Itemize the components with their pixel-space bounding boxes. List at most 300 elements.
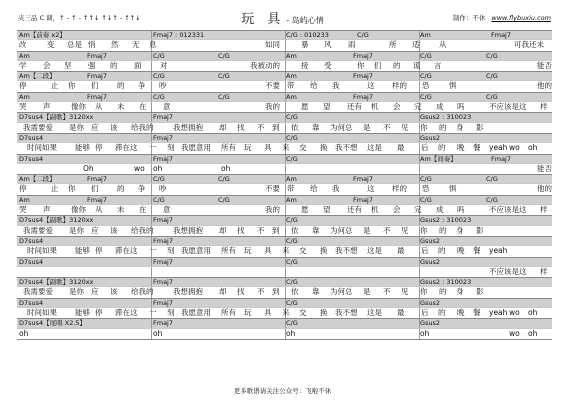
bar-cell — [151, 164, 285, 174]
lyric-text: 我想拥抱 — [173, 287, 203, 297]
bar-cell — [17, 52, 151, 60]
bar-cell — [285, 237, 419, 245]
sheet-block — [17, 154, 552, 175]
chord-label: Am — [286, 195, 297, 204]
lyric-text: 的 — [117, 184, 125, 194]
chord-label: C/G — [486, 51, 498, 60]
chord-row — [17, 319, 552, 327]
lyric-text: 却 — [219, 287, 227, 297]
chord-row — [17, 52, 552, 60]
lyric-text: 你 — [420, 225, 428, 235]
bar-cell — [17, 267, 151, 277]
sheet-block — [17, 215, 552, 236]
chord-label: C/G — [420, 175, 432, 184]
lyric-text: 受 — [324, 60, 332, 70]
lyric-text: 最 — [397, 143, 405, 153]
lyric-text: 暴 — [301, 40, 309, 50]
lyric-text: 我愿意用 — [181, 246, 211, 256]
lyric-text: 止 — [51, 184, 59, 194]
bar-cell — [419, 267, 552, 277]
lyric-text: 学 — [19, 60, 27, 70]
lyric-text: 不应该是这 — [489, 266, 527, 276]
lyric-text: 雨 — [348, 40, 356, 50]
lyric-text: 停 — [19, 184, 27, 194]
bar-cell — [419, 31, 552, 39]
chord-label: Am — [286, 92, 297, 101]
lyric-text: 谎 — [413, 60, 421, 70]
lyric-text: 换 — [320, 308, 328, 318]
lyric-row — [17, 39, 552, 50]
lyric-text: 后 — [421, 246, 429, 256]
chord-row — [17, 134, 552, 142]
chord-label: C/G — [486, 175, 498, 184]
lyric-text: 未 — [117, 102, 125, 112]
bar-cell — [17, 184, 151, 194]
lyric-text: 给我的 — [131, 122, 154, 132]
lyric-text: 止 — [51, 81, 59, 91]
lyric-text: 见 — [401, 287, 409, 297]
lyric-text: 玩 — [244, 308, 252, 318]
chord-label: D7sus4 — [19, 154, 44, 163]
lyric-text: 应 — [91, 122, 99, 132]
chord-label: Fmaj7 — [153, 278, 173, 287]
lyric-text: 悄 — [88, 40, 96, 50]
lyric-text: 们 — [91, 81, 99, 91]
lyric-text: 在 — [139, 205, 147, 215]
lyric-text: 所有 — [221, 143, 236, 153]
lyric-text: 你 — [357, 60, 365, 70]
lyric-text: wo — [134, 163, 145, 173]
lyric-row — [17, 245, 552, 256]
lyric-row — [17, 101, 552, 112]
lyric-text: 声 — [43, 102, 51, 112]
lyric-row — [17, 225, 552, 236]
bar-cell — [17, 61, 151, 71]
lyric-text: 我不想 — [335, 246, 358, 256]
lyric-text: 我需要爱 — [23, 122, 53, 132]
chord-label: C/G — [218, 51, 230, 60]
lyric-text: 争 — [138, 81, 146, 91]
lyric-row — [17, 80, 552, 91]
lyric-text: 我被动的 — [250, 60, 280, 70]
lyric-text: oh — [528, 308, 538, 318]
chord-label: C/G — [286, 278, 298, 287]
lyric-text: 交 — [299, 143, 307, 153]
lyric-text: 该 — [110, 225, 118, 235]
lyric-text: 是你 — [69, 287, 84, 297]
chord-label: Fmaj7 — [87, 175, 107, 184]
footer-note: 更多歌谱请关注公众号：飞啦不休 — [233, 387, 332, 395]
chord-label: Am — [19, 51, 30, 60]
chord-label: Am — [286, 175, 297, 184]
lyric-text: 见 — [401, 122, 409, 132]
lyric-text: 能否 — [537, 163, 552, 173]
chord-label: C/G — [486, 195, 498, 204]
lyric-text: 变 — [47, 40, 55, 50]
lyric-text: 这是 — [367, 143, 382, 153]
lyric-text: 会 — [393, 102, 401, 112]
lyric-text: 玩 — [244, 246, 252, 256]
lyric-text: 像你 — [71, 205, 86, 215]
artist-name: - 岛屿心情 — [286, 16, 324, 25]
lyric-text: oh — [528, 328, 538, 338]
sheet-block — [17, 92, 552, 113]
lyric-row — [17, 122, 552, 133]
lyric-text: 靠 — [312, 287, 320, 297]
lyric-text: 能够 — [75, 308, 90, 318]
chord-label: Fmaj7 — [353, 92, 373, 101]
lyric-text: 我想拥抱 — [173, 122, 203, 132]
chord-label: C/G — [153, 72, 165, 81]
lyric-text: 应 — [91, 287, 99, 297]
lyric-text: 这是 — [367, 308, 382, 318]
lyric-text: 是 — [363, 287, 371, 297]
lyric-text: 改 — [19, 40, 27, 50]
chord-label: C/G — [420, 92, 432, 101]
chord-row — [17, 278, 552, 286]
lyric-text: 为何总 — [330, 225, 353, 235]
lyric-text: 吵 — [159, 81, 167, 91]
lyric-text: 餐 — [473, 143, 481, 153]
lyric-text: 样 — [540, 266, 548, 276]
lyric-text: 在 — [139, 102, 147, 112]
lyric-text: oh — [153, 163, 163, 173]
lyric-text: 应 — [91, 225, 99, 235]
chord-label: C/G — [153, 195, 165, 204]
lyric-text: 风 — [324, 40, 332, 50]
chord-label: C/G — [286, 319, 298, 328]
sheet-header — [0, 0, 565, 30]
chord-label: D7sus4 — [19, 133, 44, 142]
lyric-text: 该 — [110, 287, 118, 297]
lyric-text: 刻 — [167, 246, 175, 256]
lyric-text: 给我的 — [131, 225, 154, 235]
lyric-text: 会 — [43, 60, 51, 70]
lyric-text: 最 — [397, 308, 405, 318]
lyric-text: 最 — [397, 246, 405, 256]
bar-cell — [285, 155, 419, 163]
lyric-text: wo — [509, 308, 520, 318]
chord-row — [17, 216, 552, 224]
chord-label: Am【二段】 — [19, 175, 56, 184]
lyric-text: 吗 — [457, 205, 465, 215]
chord-row — [17, 113, 552, 121]
lyric-text: 成 — [436, 102, 444, 112]
lyric-text: 样 — [540, 102, 548, 112]
sheet-block — [17, 318, 552, 340]
lyric-text: 带 — [287, 184, 295, 194]
lyric-text: 能够 — [75, 246, 90, 256]
chord-label: C/G — [286, 236, 298, 245]
chord-label: Fmaj7 : 012331 — [153, 31, 205, 39]
lyric-text: 接 — [301, 60, 309, 70]
lyric-text: 为何总 — [330, 122, 353, 132]
lyric-text: 给我的 — [131, 287, 154, 297]
chord-label: D7sus4 — [19, 236, 44, 245]
bar-cell — [285, 134, 419, 142]
chord-row — [17, 93, 552, 101]
bar-cell — [285, 299, 419, 307]
chord-label: Fmaj7 — [153, 216, 173, 225]
lyric-text: 晚 — [457, 308, 465, 318]
lyric-text: 无 — [132, 40, 140, 50]
lyric-text: 晚 — [457, 246, 465, 256]
lyric-text: 的 — [439, 225, 447, 235]
lyric-text: 给 — [310, 184, 318, 194]
lyric-text: 我想拥抱 — [173, 225, 203, 235]
lyric-text: 愿 — [301, 205, 309, 215]
lyric-text: 可我还未 — [514, 40, 544, 50]
maker-label: 制作：不休 — [452, 14, 486, 22]
chord-row — [17, 31, 552, 39]
lyric-text: 见 — [401, 225, 409, 235]
lyric-text: 找 — [237, 287, 245, 297]
chord-label: C/G — [420, 51, 432, 60]
lyric-text: 餐 — [473, 246, 481, 256]
lyric-row — [17, 328, 552, 339]
lyric-text: 具 — [264, 246, 272, 256]
lyric-text: 恐 — [422, 184, 430, 194]
lyric-text: 不应该是这 — [489, 102, 527, 112]
lyric-text: 我不想 — [335, 308, 358, 318]
lyric-text: 具 — [264, 143, 272, 153]
sheet-block — [17, 71, 552, 92]
sheet-block — [17, 51, 552, 72]
chord-label: Fmaj7 — [491, 154, 511, 163]
lyric-text: 身 — [456, 225, 464, 235]
lyric-text: 身 — [456, 122, 464, 132]
lyric-text: wo — [509, 143, 520, 153]
chord-label: Gsus2 : 310023 — [420, 216, 472, 225]
lyric-text: 言 — [434, 60, 442, 70]
lyric-text: 不 — [257, 287, 265, 297]
chord-label: Am — [19, 92, 30, 101]
lyric-text: 愿 — [301, 102, 309, 112]
bar-cell — [285, 113, 419, 121]
bar-cell — [151, 329, 285, 339]
lyric-text: 意 — [163, 205, 171, 215]
lyric-text: 望 — [323, 102, 331, 112]
lyric-text: oh — [528, 143, 538, 153]
lyric-text: 样的 — [392, 184, 407, 194]
lyric-text: 不 — [383, 225, 391, 235]
lyric-text: 时间如果 — [27, 143, 57, 153]
chord-label: Fmaj7 — [353, 72, 373, 81]
chord-label: D7sus4【副歌】3120xx — [19, 216, 94, 225]
lyric-text: 面 — [134, 60, 142, 70]
lyric-text: 刻 — [167, 308, 175, 318]
lyric-text: 一 — [149, 246, 157, 256]
bar-cell — [419, 184, 552, 194]
chord-label: Gsus2 : 310023 — [420, 113, 472, 122]
lyric-text: 是 — [363, 225, 371, 235]
lyric-text: 我需要爱 — [23, 225, 53, 235]
bar-cell — [285, 72, 419, 80]
chord-label: C/G — [286, 298, 298, 307]
lyric-row — [17, 307, 552, 318]
chord-row — [17, 155, 552, 163]
chord-label: Gsus2 — [420, 298, 441, 307]
lyric-text: 靠 — [312, 122, 320, 132]
lyric-text: 不要 — [265, 184, 280, 194]
bar-cell — [285, 164, 419, 174]
lyric-text: yeah — [489, 143, 508, 153]
lyric-text: 依 — [291, 287, 299, 297]
lyric-text: 的 — [438, 246, 446, 256]
lyric-text: 停 — [95, 143, 103, 153]
chord-label: Am【二段】 — [19, 72, 56, 81]
chord-label: D7sus4【尾唱 X2.5】 — [19, 319, 87, 328]
lyric-text: 能够 — [75, 143, 90, 153]
lyric-text: 坚 — [64, 60, 72, 70]
bar-cell — [285, 52, 419, 60]
lyric-row — [17, 60, 552, 71]
lyric-text: 靠 — [312, 225, 320, 235]
chord-label: Am — [19, 195, 30, 204]
lyric-text: 适 — [412, 40, 420, 50]
site-link[interactable]: www.flybuxiu.com — [491, 14, 551, 22]
lyric-text: 到 — [272, 225, 280, 235]
lyric-text: 一 — [149, 308, 157, 318]
chord-label: C/G — [420, 195, 432, 204]
lyric-text: 你 — [420, 122, 428, 132]
chord-label: C/G — [218, 92, 230, 101]
lyric-text: yeah — [489, 246, 508, 256]
lyric-text: 们 — [374, 60, 382, 70]
lyric-text: 的 — [393, 60, 401, 70]
bar-cell — [285, 267, 419, 277]
lyric-text: 会 — [393, 205, 401, 215]
sheet-block — [17, 257, 552, 278]
chord-label: Fmaj7 — [87, 92, 107, 101]
lyric-text: 我不想 — [335, 143, 358, 153]
lyric-text: 我 — [332, 81, 340, 91]
lyric-text: 完 — [414, 205, 422, 215]
lyric-text: 对 — [160, 60, 168, 70]
lyric-text: 是你 — [69, 225, 84, 235]
chord-row — [17, 196, 552, 204]
lyric-text: 具 — [264, 308, 272, 318]
lyric-text: 时间如果 — [27, 308, 57, 318]
bar-cell — [17, 93, 151, 101]
bar-cell — [17, 81, 151, 91]
chord-label: Gsus2 : 310023 — [420, 278, 472, 287]
chord-label: Fmaj7 — [87, 195, 107, 204]
lyric-text: 滞在这 — [115, 246, 138, 256]
lyric-text: 从 — [95, 205, 103, 215]
lyric-text: 的 — [110, 60, 118, 70]
lyric-text: 是 — [363, 122, 371, 132]
sheet-block — [17, 174, 552, 195]
chord-label: Gsus2 — [420, 236, 441, 245]
chord-label: Am — [420, 31, 431, 39]
chord-label: Fmaj7 — [153, 319, 173, 328]
chord-label: Fmaj7 — [353, 175, 373, 184]
bar-cell — [419, 164, 552, 174]
chord-label: C/G — [486, 72, 498, 81]
chord-label: D7sus4【副歌】3120xx — [19, 113, 94, 122]
lyric-text: 交 — [299, 308, 307, 318]
chord-label: Fmaj7 — [87, 51, 107, 60]
bar-cell — [285, 329, 419, 339]
lyric-text: 机 — [371, 102, 379, 112]
capo-key-strum: 夹三品 C 调，↑ - ↑ - ↑↑↓ ↑↓↑ - ↑↑↓ — [18, 14, 141, 22]
chord-sheet — [17, 30, 552, 340]
lyric-text: 从 — [439, 40, 447, 50]
lyric-text: 的 — [439, 122, 447, 132]
lyric-text: 却 — [219, 122, 227, 132]
lyric-text: oh — [286, 328, 296, 338]
lyric-text: 还有 — [347, 205, 362, 215]
chord-label: Fmaj7 — [87, 72, 107, 81]
lyric-text: 给 — [310, 81, 318, 91]
lyric-text: Oh — [83, 163, 94, 173]
lyric-text: 我愿意用 — [181, 143, 211, 153]
lyric-text: 换 — [320, 143, 328, 153]
lyric-text: 争 — [138, 184, 146, 194]
sheet-block — [17, 112, 552, 133]
chord-label: C/G — [286, 216, 298, 225]
maker-credit — [453, 13, 551, 22]
chord-label: Gsus2 — [420, 319, 441, 328]
lyric-text: 的 — [117, 81, 125, 91]
lyric-text: 成 — [436, 205, 444, 215]
sheet-block — [17, 236, 552, 257]
lyric-text: 滞在这 — [115, 143, 138, 153]
lyric-text: 我愿意用 — [181, 308, 211, 318]
lyric-text: 惧 — [449, 81, 457, 91]
chord-label: C/G — [153, 175, 165, 184]
lyric-text: 完 — [414, 102, 422, 112]
lyric-text: 能否 — [537, 60, 552, 70]
lyric-text: 玩 — [244, 143, 252, 153]
lyric-text: 他的 — [537, 184, 552, 194]
lyric-text: 你 — [420, 287, 428, 297]
lyric-row — [17, 266, 552, 277]
lyric-text: 哭 — [19, 102, 27, 112]
lyric-text: 影 — [476, 287, 484, 297]
chord-label: D7sus4 — [19, 257, 44, 266]
lyric-text: oh — [19, 328, 29, 338]
chord-label: C/G — [218, 175, 230, 184]
lyric-text: 找 — [237, 122, 245, 132]
lyric-text: 却 — [219, 225, 227, 235]
lyric-text: 带 — [287, 81, 295, 91]
lyric-text: oh — [420, 328, 430, 338]
lyric-row — [17, 204, 552, 215]
lyric-text: 时间如果 — [27, 246, 57, 256]
chord-label: Fmaj7 — [153, 113, 173, 122]
chord-label: C/G — [357, 31, 369, 39]
lyric-text: 后 — [421, 308, 429, 318]
lyric-row — [17, 183, 552, 194]
lyric-text: 不要 — [265, 81, 280, 91]
lyric-text: 样 — [540, 205, 548, 215]
lyric-text: 我 — [332, 184, 340, 194]
lyric-text: wo — [509, 328, 520, 338]
chord-label: Fmaj7 — [491, 31, 511, 39]
lyric-text: 影 — [476, 122, 484, 132]
lyric-text: oh — [153, 328, 163, 338]
chord-label: C/G — [286, 113, 298, 122]
bar-cell — [17, 40, 151, 50]
lyric-text: 停 — [19, 81, 27, 91]
lyric-text: 如同 — [265, 40, 280, 50]
lyric-text: 刻 — [167, 143, 175, 153]
chord-label: C/G — [153, 51, 165, 60]
lyric-text: 息 — [149, 40, 157, 50]
lyric-text: 像你 — [71, 102, 86, 112]
